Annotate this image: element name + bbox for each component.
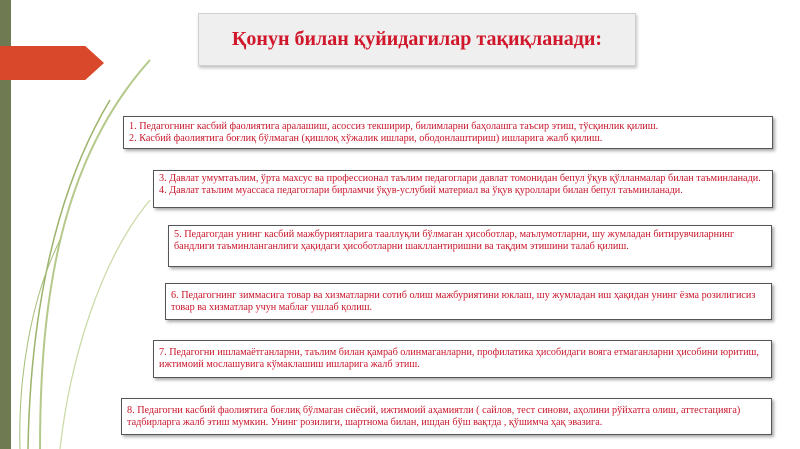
prohibition-box-1 <box>123 116 773 149</box>
prohibition-text: 2. Касбий фаолиятига боғлиқ бўлмаган (қишлоқ хўжалик ишлари, ободонлаштириш) ишларига жалб қилиш. <box>129 133 603 144</box>
prohibition-text: 4. Давлат таълим муассаса педагоглари бирламчи ўқув-услубий материал ва ўқув қуроллари билан бепул таъминланади. <box>159 185 683 196</box>
prohibition-box-3 <box>168 225 772 267</box>
prohibition-box-2 <box>153 170 773 208</box>
prohibition-text: 3. Давлат умумтаълим, ўрта махсус ва профессионал таълим педагоглари давлат томонидан бепул ўқув қўлланмалар билан таъминланади. <box>159 173 761 184</box>
prohibition-text: 6. Педагогнинг зиммасига товар ва хизматларни сотиб олиш мажбуриятини юклаш, шу жумладан иш ҳақидан унинг ёзма розилигисиз товар ва хизматлар учун маблағ ушлаб қолиш. <box>171 290 756 313</box>
prohibition-text: 5. Педагогдан унинг касбий мажбуриятларига тааллуқли бўлмаган ҳисоботлар, маълумотларни, шу жумладан битирувчиларнинг бандлиги таъминланганлиги ҳақидаги ҳисоботларни шакллантиришни ва тақдим этишини талаб қилиш. <box>174 229 735 252</box>
prohibition-box-6 <box>121 398 772 435</box>
red-arrow-banner <box>0 46 104 80</box>
prohibition-box-4 <box>165 283 772 320</box>
prohibition-box-5 <box>153 340 772 378</box>
prohibition-text: 8. Педагогни касбий фаолиятига боғлиқ бўлмаган сиёсий, ижтимоий аҳамиятли ( сайлов, тест синови, аҳолини рўйхатга олиш, аттестацияга) тадбирларга жалб этиш мумкин. Унинг розилиги, шартнома билан, ишдан бўш вақтда , қўшимча ҳақ эвазига. <box>127 405 741 428</box>
prohibition-text: 1. Педагогнинг касбий фаолиятига аралашиш, асоссиз текширир, билимларни баҳолашга таъсир этиш, тўсқинлик қилиш. <box>129 121 659 132</box>
page-title: Қонун билан қуйидагилар тақиқланади: <box>231 28 603 50</box>
title-box <box>198 13 636 66</box>
prohibition-text: 7. Педагогни ишламаётганларни, таълим билан қамраб олинмаганларни, профилатика ҳисобидаги вояга етмаганларни ҳисобини юритиш, ижтимоий мослашувига кўмаклашиш ишларига жалб этиш. <box>159 347 759 370</box>
